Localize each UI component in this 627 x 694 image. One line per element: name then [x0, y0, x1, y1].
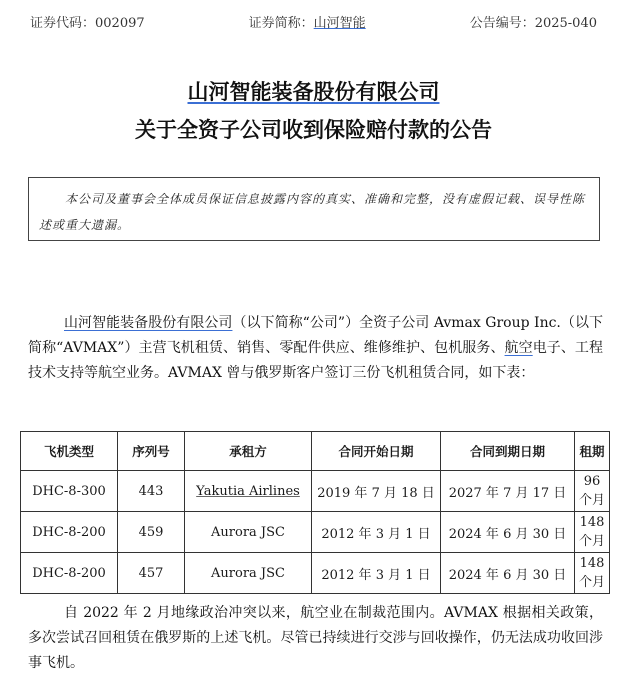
sanctions-paragraph: 自 2022 年 2 月地缘政治冲突以来，航空业在制裁范围内。AVMAX 根据相关政策，多次尝试召回租赁在俄罗斯的上述飞机。尽管已持续进行交涉与回收操作，仍无法成功收回涉事飞机。 — [28, 605, 603, 671]
intro-text-a: （以下简称“公司”）全资子公司 Avmax Group Inc.（以下简称“AVMAX”）主营飞机租赁、销售、零配件供应、维修维护、包机服务、 — [28, 315, 603, 356]
cell-term: 148 个月 — [575, 553, 610, 594]
cell-start-date: 2012 年 3 月 1 日 — [312, 512, 441, 553]
cell-lessee — [185, 471, 312, 512]
lessee-name: Yakutia Airlines — [196, 483, 300, 499]
cell-lessee: Aurora JSC — [185, 553, 312, 594]
disclaimer-box: 本公司及董事会全体成员保证信息披露内容的真实、准确和完整，没有虚假记载、误导性陈述或重大遗漏。 — [28, 177, 600, 241]
lease-contract-table — [20, 431, 610, 594]
table-row — [21, 512, 610, 553]
cell-aircraft-type: DHC-8-200 — [21, 553, 118, 594]
col-header-serial: 序列号 — [118, 432, 185, 471]
cell-start-date: 2019 年 7 月 18 日 — [312, 471, 441, 512]
company-name-link: 山河智能装备股份有限公司 — [64, 315, 233, 331]
col-header-start-date: 合同开始日期 — [312, 432, 441, 471]
cell-term: 96 个月 — [575, 471, 610, 512]
cell-aircraft-type: DHC-8-200 — [21, 512, 118, 553]
col-header-aircraft-type: 飞机类型 — [21, 432, 118, 471]
cell-end-date: 2027 年 7 月 17 日 — [441, 471, 575, 512]
intro-paragraph — [28, 311, 603, 386]
cell-end-date: 2024 年 6 月 30 日 — [441, 512, 575, 553]
cell-serial: 457 — [118, 553, 185, 594]
short-name-value: 山河智能 — [313, 16, 366, 31]
security-code: 证券代码：002097 — [30, 16, 145, 31]
company-title-text: 山河智能装备股份有限公司 — [187, 80, 440, 104]
intro-underlined-word: 航空 — [504, 340, 533, 356]
table-row — [21, 471, 610, 512]
table-row — [21, 553, 610, 594]
intro-text-b: 电子、工程技术支持等航空业务。AVMAX 曾与俄罗斯客户签订三份飞机租赁合同，如下表： — [28, 340, 604, 381]
table-header-row — [21, 432, 610, 471]
cell-term: 148 个月 — [575, 512, 610, 553]
cell-start-date: 2012 年 3 月 1 日 — [312, 553, 441, 594]
cell-serial: 443 — [118, 471, 185, 512]
security-short-name — [249, 12, 366, 31]
cell-aircraft-type: DHC-8-300 — [21, 471, 118, 512]
cell-end-date: 2024 年 6 月 30 日 — [441, 553, 575, 594]
short-name-label: 证券简称： — [248, 16, 314, 31]
document-header — [30, 12, 597, 31]
col-header-term: 租期 — [575, 432, 610, 471]
company-title — [0, 76, 627, 106]
cell-serial: 459 — [118, 512, 185, 553]
col-header-lessee: 承租方 — [185, 432, 312, 471]
cell-lessee: Aurora JSC — [185, 512, 312, 553]
col-header-end-date: 合同到期日期 — [441, 432, 575, 471]
notice-number: 公告编号：2025-040 — [469, 16, 597, 31]
announcement-title: 关于全资子公司收到保险赔付款的公告 — [135, 118, 492, 142]
